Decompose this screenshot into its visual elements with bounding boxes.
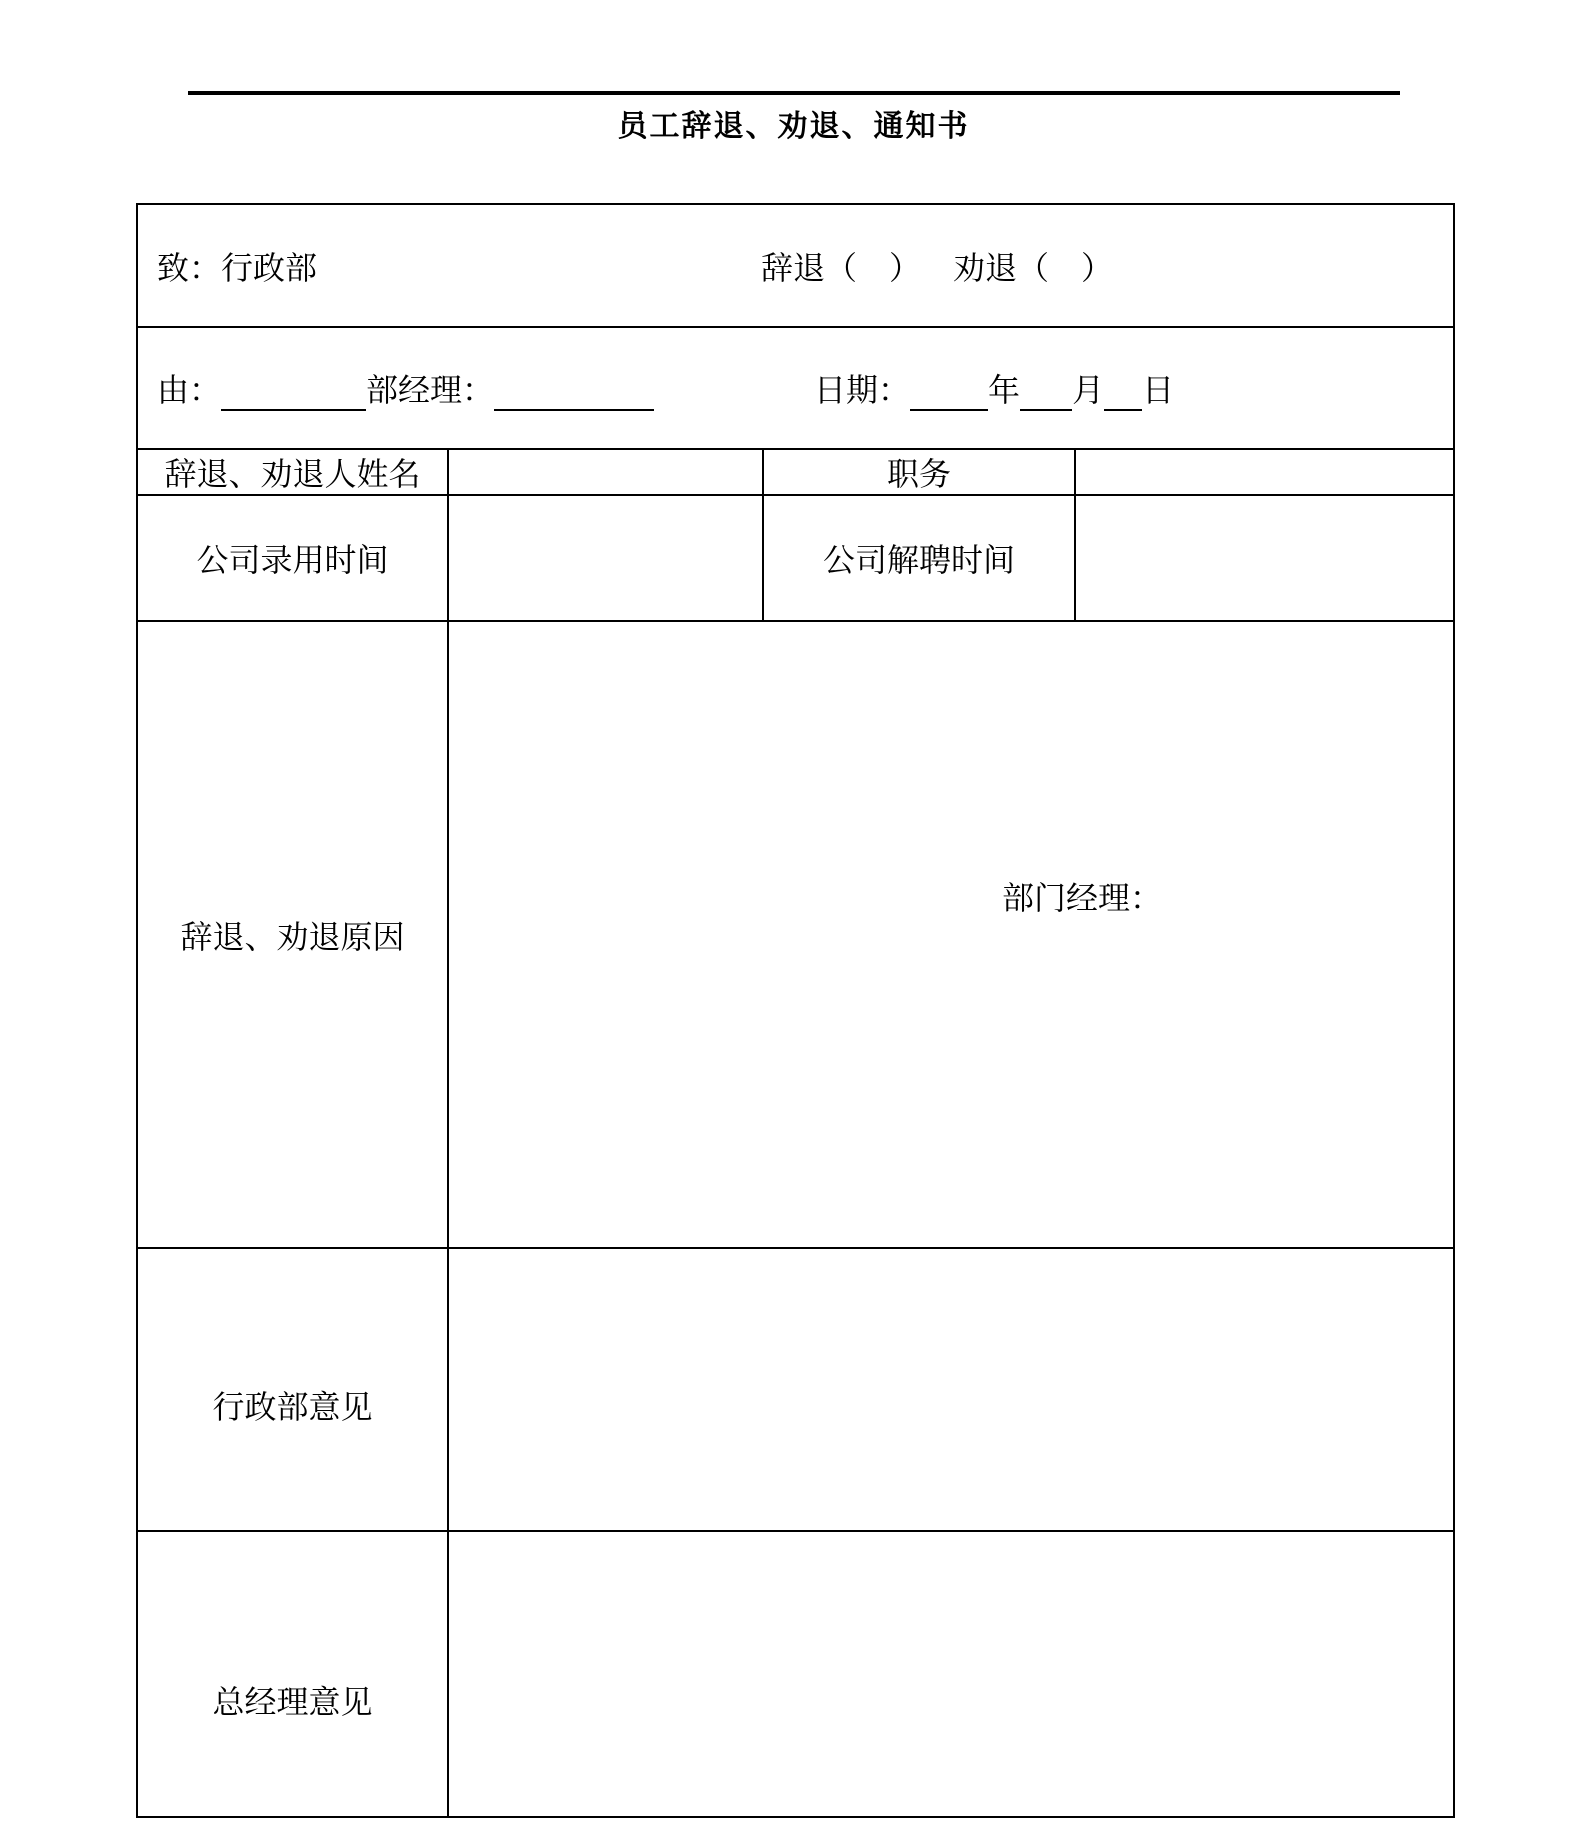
position-label: 职务 bbox=[762, 450, 1074, 494]
admin-opinion-input-cell[interactable] bbox=[447, 1249, 1453, 1530]
row-hire-terminate bbox=[138, 494, 1453, 620]
row-name-position bbox=[138, 448, 1453, 494]
row-reason bbox=[138, 620, 1453, 1247]
spacer bbox=[654, 388, 814, 389]
page-title: 员工辞退、劝退、通知书 bbox=[617, 110, 970, 143]
position-input-cell[interactable] bbox=[1074, 450, 1453, 494]
gm-opinion-input-cell[interactable] bbox=[447, 1532, 1453, 1816]
month-blank-line[interactable] bbox=[1020, 379, 1072, 411]
reason-input-cell[interactable] bbox=[447, 622, 1453, 1247]
gm-opinion-label: 总经理意见 bbox=[212, 1684, 373, 1720]
by-blank-line[interactable] bbox=[221, 379, 366, 411]
date-label: 日期： bbox=[814, 372, 911, 408]
day-label: 日 bbox=[1142, 372, 1175, 408]
by-label: 由： bbox=[157, 372, 222, 408]
row-by-date bbox=[138, 326, 1453, 448]
dept-manager-sign-label: 部门经理： bbox=[1002, 880, 1163, 916]
name-input-cell[interactable] bbox=[447, 450, 762, 494]
year-label: 年 bbox=[988, 372, 1021, 408]
dept-manager-blank-line[interactable] bbox=[494, 379, 654, 411]
hire-date-label: 公司录用时间 bbox=[196, 542, 389, 578]
day-blank-line[interactable] bbox=[1104, 379, 1142, 411]
hire-date-input-cell[interactable] bbox=[447, 496, 762, 620]
dismissal-form-table bbox=[136, 203, 1455, 1818]
reason-label: 辞退、劝退原因 bbox=[180, 918, 405, 955]
dismiss-option[interactable]: 辞退（ ） bbox=[761, 249, 922, 286]
row-admin-opinion bbox=[138, 1247, 1453, 1530]
persuade-option[interactable]: 劝退（ ） bbox=[953, 249, 1114, 286]
month-label: 月 bbox=[1072, 372, 1105, 408]
terminate-date-input-cell[interactable] bbox=[1074, 496, 1453, 620]
addressee-label: 致：行政部 bbox=[157, 249, 318, 286]
header-rule bbox=[188, 91, 1400, 95]
year-blank-line[interactable] bbox=[910, 379, 988, 411]
name-label: 辞退、劝退人姓名 bbox=[164, 456, 421, 492]
admin-opinion-label: 行政部意见 bbox=[212, 1388, 373, 1425]
terminate-date-label: 公司解聘时间 bbox=[762, 496, 1074, 620]
dept-manager-label: 部经理： bbox=[366, 372, 495, 408]
row-addressee bbox=[138, 205, 1453, 326]
row-gm-opinion bbox=[138, 1530, 1453, 1816]
